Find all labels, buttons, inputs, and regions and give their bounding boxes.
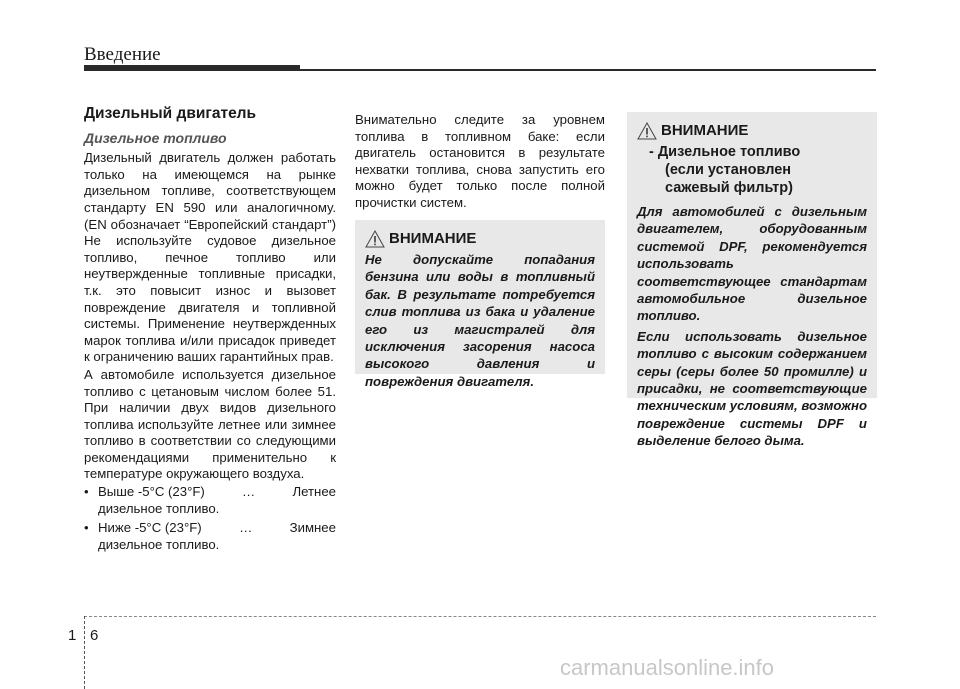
warning-triangle-icon <box>637 122 657 140</box>
footer-divider <box>84 616 85 689</box>
bullet-fuel-type: Летнее <box>292 484 336 500</box>
header-rule-thin <box>300 69 876 71</box>
caution-subheading <box>649 143 867 197</box>
caution-text: Не допускайте попадания бензина или воды в топливный бак. В результате потребуется слив топлива из бака и удаление его из магистралей для исключения засорения насоса высокого давления и повреждения двигателя. <box>365 252 595 389</box>
caution-heading <box>637 122 867 140</box>
bullet-summer <box>84 484 336 517</box>
paragraph-cetane: А автомобиле используется дизельное топливо с цетановым числом более 51. При наличии двух видов дизельного топлива используйте летнее или зимнее топливо в соответствии со следующими рекомендациями применительно к температуре окружающего воздуха. <box>84 366 336 482</box>
column-middle <box>355 112 605 213</box>
caution-box-fuel-contamination <box>355 220 605 389</box>
chapter-number: 1 <box>68 627 77 644</box>
bullet-ellipsis: … <box>242 484 256 500</box>
column-left <box>84 106 336 553</box>
caution-box-dpf <box>627 112 877 449</box>
caution-text-dpf-recommendation: Для автомобилей с дизельным двигателем, оборудованным системой DPF, рекомендуется использовать соответствующее стандартам автомобильное дизельное топливо. <box>637 204 867 324</box>
bullet-dot: • <box>84 484 89 500</box>
bullet-condition: Выше -5°C (23°F) <box>98 484 205 500</box>
bullet-condition: Ниже -5°C (23°F) <box>98 520 202 536</box>
caution-heading-text: ВНИМАНИЕ <box>661 122 749 140</box>
paragraph-fuel-standard: Дизельный двигатель должен работать только на имеющемся на рынке дизельном топливе, соответствующем стандарту EN 590 или аналогичному. (EN обозначает “Европейский стандарт”) Не используйте судовое дизельное топливо, печное топливо или неутвержденные топливные присадки, т.к. это повысит износ и вызовет повреждение двигателя и топливной системы. Применение неутвержденных марок топлива и/или присадок приведет к ограничению ваших гарантийных прав. <box>84 150 336 365</box>
caution-subheading-line: сажевый фильтр) <box>665 180 793 196</box>
bullet-winter <box>84 520 336 553</box>
bullet-continuation: дизельное топливо. <box>98 536 220 552</box>
page-header-title: Введение <box>84 44 161 65</box>
section-title: Дизельный двигатель <box>84 105 257 122</box>
caution-heading <box>365 230 595 248</box>
bullet-fuel-type: Зимнее <box>289 520 336 536</box>
bullet-dot: • <box>84 520 89 536</box>
caution-subheading-line: - Дизельное топливо <box>649 144 801 160</box>
caution-subheading-line: (если установлен <box>665 162 792 178</box>
footer-rule <box>84 616 876 617</box>
caution-text-high-sulfur: Если использовать дизельное топливо с высоким содержанием серы (серы более 50 промилле) и присадки, не соответствующие техническим условиям, возможно повреждение системы DPF и выделение белого дыма. <box>637 328 867 449</box>
warning-triangle-icon <box>365 230 385 248</box>
caution-heading-text: ВНИМАНИЕ <box>389 230 477 248</box>
watermark: carmanualsonline.info <box>560 655 775 680</box>
subsection-title: Дизельное топливо <box>84 129 227 146</box>
bullet-continuation: дизельное топливо. <box>98 500 220 516</box>
header-rule-thick <box>84 65 300 71</box>
paragraph-fuel-level: Внимательно следите за уровнем топлива в топливном баке: если двигатель остановится в результате нехватки топлива, снова запустить его можно будет только после полной прочистки систем. <box>355 112 605 210</box>
page-number: 6 <box>90 627 99 644</box>
bullet-ellipsis: … <box>239 520 253 536</box>
